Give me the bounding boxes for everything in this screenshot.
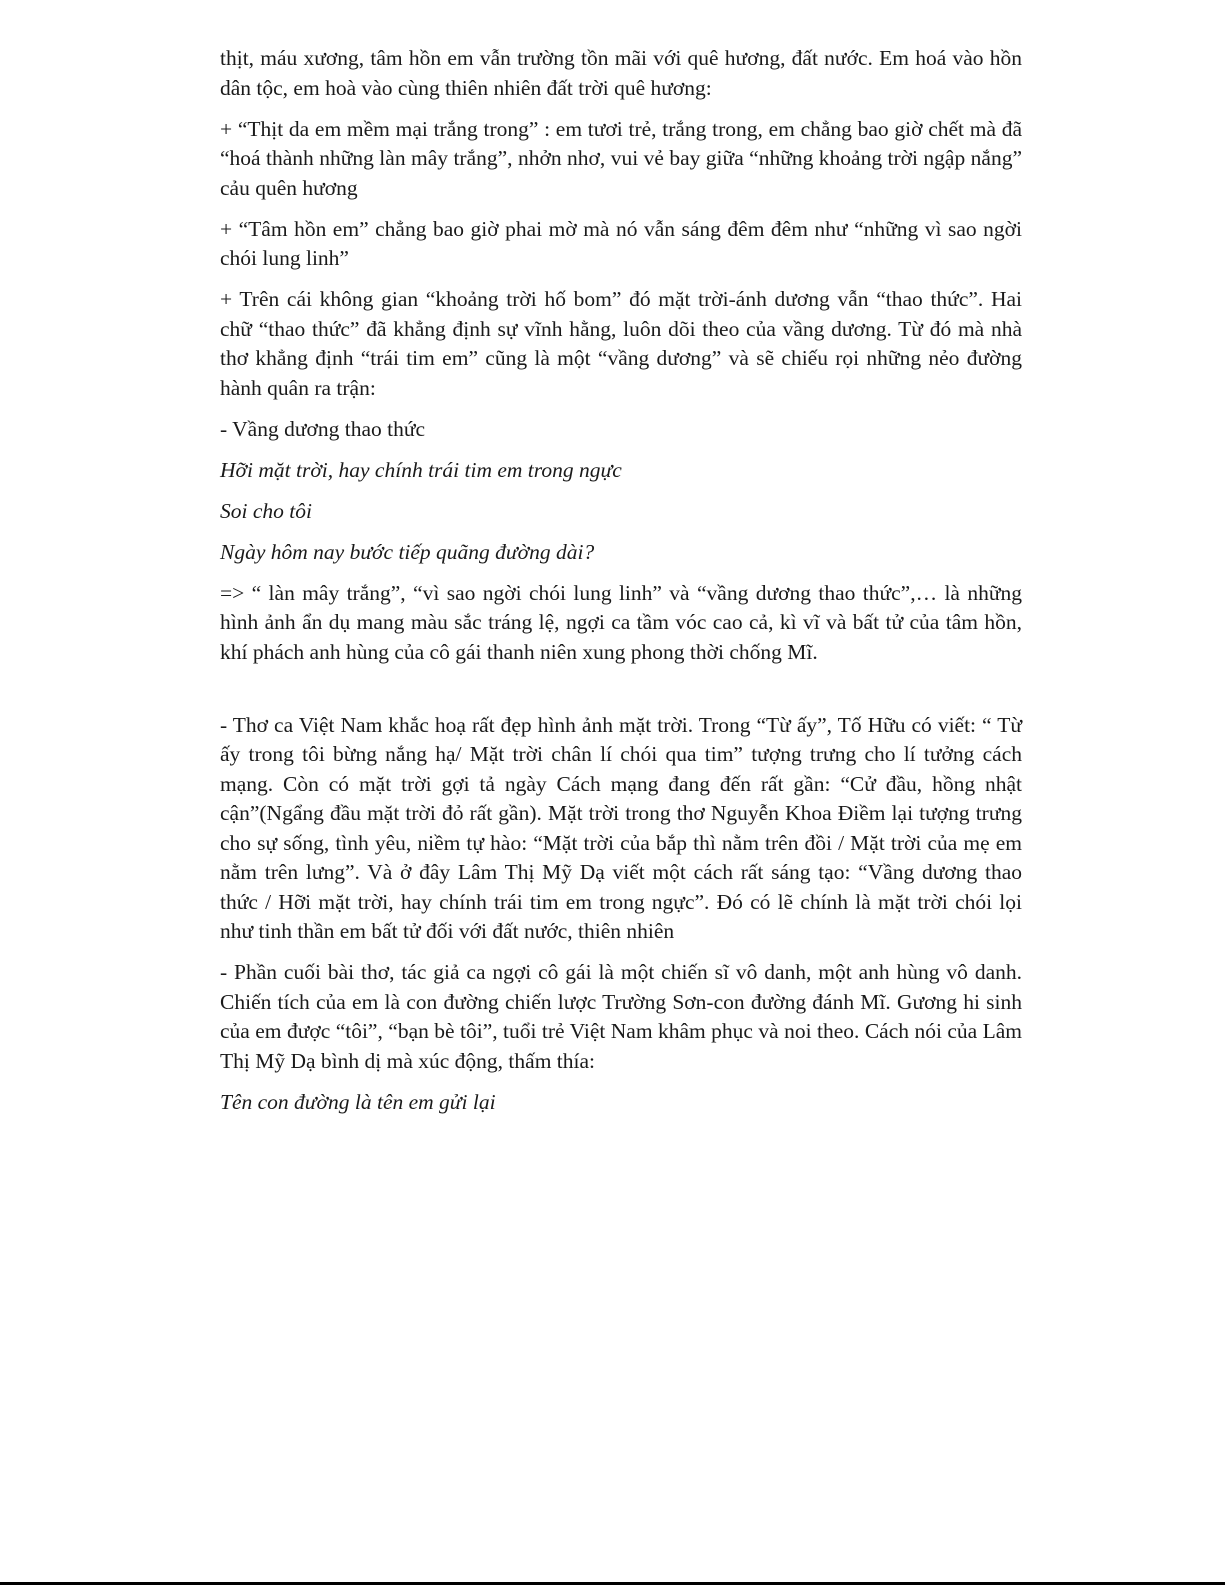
poem-line: Soi cho tôi (220, 498, 312, 523)
paragraph-bullet-sky: + Trên cái không gian “khoảng trời hố bom” đó mặt trời-ánh dương vẫn “thao thức”. Hai chữ “thao thức” đã khẳng định sự vĩnh hằng, luôn dõi theo của vầng dương. Từ đó mà nhà thơ khẳng định “trái tim em” cũng là một “vầng dương” và sẽ chiếu rọi những nẻo đường hành quân ra trận: (220, 287, 1022, 400)
section-gap (220, 679, 1022, 711)
paragraph-conclusion: => “ làn mây trắng”, “vì sao ngời chói lung linh” và “vầng dương thao thức”,… là những hình ảnh ẩn dụ mang màu sắc tráng lệ, ngợi ca tầm vóc cao cả, kì vĩ và bất tử của tâm hồn, khí phách anh hùng của cô gái thanh niên xung phong thời chống Mĩ. (220, 580, 1022, 664)
document-page (220, 44, 1022, 1129)
poem-line: Hỡi mặt trời, hay chính trái tim em trong ngực (220, 457, 622, 482)
paragraph-ending: - Phần cuối bài thơ, tác giả ca ngợi cô gái là một chiến sĩ vô danh, một anh hùng vô danh. Chiến tích của em là con đường chiến lược Trường Sơn-con đường đánh Mĩ. Gương hi sinh của em được “tôi”, “bạn bè tôi”, tuổi trẻ Việt Nam khâm phục và noi theo. Cách nói của Lâm Thị Mỹ Dạ bình dị mà xúc động, thấm thía: (220, 960, 1022, 1073)
paragraph-continuation: thịt, máu xương, tâm hồn em vẫn trường tồn mãi với quê hương, đất nước. Em hoá vào hồn dân tộc, em hoà vào cùng thiên nhiên đất trời quê hương: (220, 46, 1022, 100)
paragraph-bullet-skin: + “Thịt da em mềm mại trắng trong” : em tươi trẻ, trắng trong, em chẳng bao giờ chết mà đã “hoá thành những làn mây trắng”, nhởn nhơ, vui vẻ bay giữa “những khoảng trời ngập nắng” cảu quên hương (220, 116, 1022, 200)
paragraph-sun-line: - Vầng dương thao thức (220, 416, 426, 441)
poem-line: Tên con đường là tên em gửi lại (220, 1089, 496, 1114)
paragraph-sun-poetry: - Thơ ca Việt Nam khắc hoạ rất đẹp hình ảnh mặt trời. Trong “Từ ấy”, Tố Hữu có viết: “ Từ ấy trong tôi bừng nắng hạ/ Mặt trời chân lí chói qua tim” tượng trưng cho lí tưởng cách mạng. Còn có mặt trời gợi tả ngày Cách mạng đang đến rất gần: “Cử đầu, hồng nhật cận”(Ngẩng đầu mặt trời đỏ rất gần). Mặt trời trong thơ Nguyễn Khoa Điềm lại tượng trưng cho sự sống, tình yêu, niềm tự hào: “Mặt trời của bắp thì nằm trên đồi / Mặt trời của mẹ em nằm trên lưng”. Và ở đây Lâm Thị Mỹ Dạ viết một cách rất sáng tạo: “Vầng dương thao thức / Hỡi mặt trời, hay chính trái tim em trong ngực”. Đó có lẽ chính là mặt trời chói lọi như tinh thần em bất tử đối với đất nước, thiên nhiên (220, 712, 1022, 943)
poem-line: Ngày hôm nay bước tiếp quãng đường dài? (220, 539, 595, 564)
paragraph-bullet-soul: + “Tâm hồn em” chẳng bao giờ phai mờ mà nó vẫn sáng đêm đêm như “những vì sao ngời chói lung linh” (220, 216, 1022, 270)
